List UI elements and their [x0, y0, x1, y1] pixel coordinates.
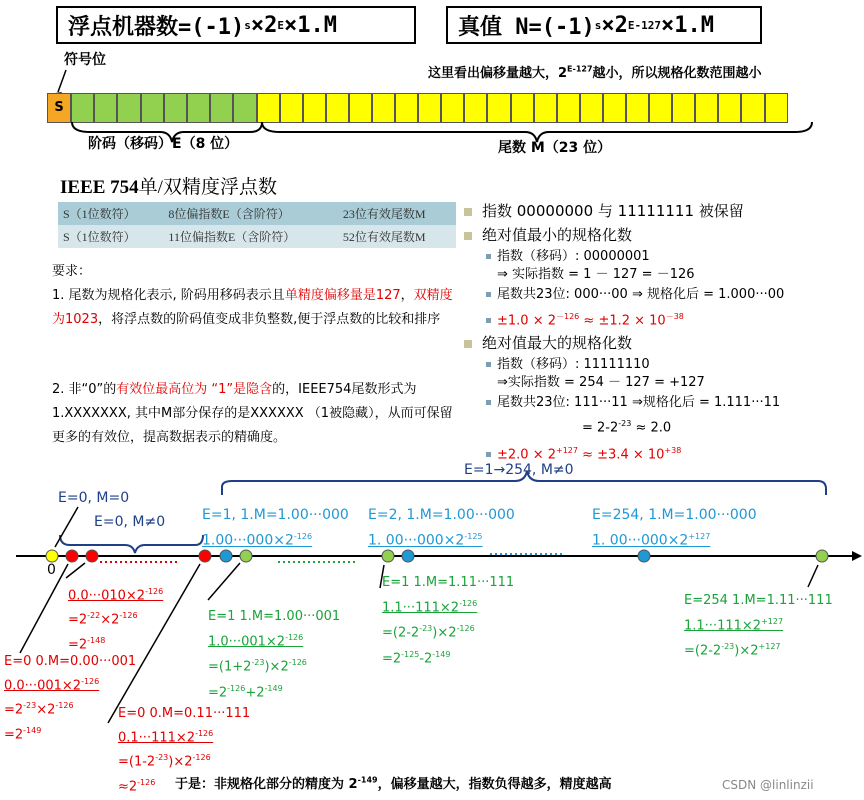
blue-point [638, 550, 650, 562]
mantissa-cells [257, 93, 788, 123]
bullet-icon [486, 254, 491, 259]
list-item [464, 332, 854, 356]
red-line [118, 724, 250, 748]
blue-line: E=254, 1.M=1.00···000 [592, 507, 757, 523]
table-cell: 11位偏指数E（含阶符） [168, 230, 296, 244]
mantissa-bit-cell [464, 93, 487, 123]
green-text: )×2 [264, 659, 289, 675]
top-brace-label: E=1→254, M≠0 [464, 462, 574, 478]
sign-bit-label: 符号位 [64, 52, 106, 68]
red-line [4, 721, 136, 745]
red-sup: -126 [195, 729, 214, 738]
formula-mid: ×2 [601, 12, 628, 38]
list-item [464, 224, 854, 248]
red-text: =2 [4, 702, 24, 718]
mantissa-bit-cell [441, 93, 464, 123]
list-item [582, 414, 854, 438]
mantissa-bit-cell [534, 93, 557, 123]
mantissa-bit-cell [672, 93, 695, 123]
formula-sup: E [277, 18, 284, 32]
red-line [68, 606, 163, 630]
mantissa-label: 尾数 M（23 位） [498, 140, 612, 156]
exponent-bit-cell [164, 93, 187, 123]
zero-point [46, 550, 58, 562]
green-text: )×2 [432, 625, 457, 641]
bullet-icon [464, 232, 472, 240]
green-text: )×2 [734, 643, 759, 659]
top-note-sup: E-127 [567, 64, 593, 74]
red-point [86, 550, 98, 562]
mantissa-bit-cell [418, 93, 441, 123]
red-line: E=0 0.M=0.00···001 [4, 654, 137, 669]
red-sup: -126 [145, 587, 164, 596]
red-sup: -23 [155, 753, 169, 763]
max-exp: 指数（移码）: 11111110 [497, 357, 650, 373]
red-sup: -126 [81, 677, 100, 686]
mantissa-bit-cell [557, 93, 580, 123]
blue-label-e1 [202, 504, 349, 552]
green-sup: -23 [721, 642, 735, 652]
blue-label-e2 [368, 504, 515, 552]
blue-line: E=1, 1.M=1.00···000 [202, 507, 349, 523]
green-text: 1.1···111×2 [684, 618, 762, 634]
sign-bit-cell: S [47, 93, 71, 123]
green-point [240, 550, 252, 562]
green-point [816, 550, 828, 562]
green-label-1 [208, 606, 340, 703]
red-line [68, 582, 163, 606]
bit-field [47, 93, 788, 123]
green-text: =(2-2 [382, 625, 420, 641]
req-text: ，将浮点数的阶码值变成非负整数,便于浮点数的比较和排序 [98, 312, 441, 327]
blue-line [202, 526, 349, 552]
top-note-text: 越小，所以规格化数范围越小 [592, 66, 762, 81]
blue-label-e254 [592, 504, 757, 552]
green-sup: -126 [227, 683, 246, 693]
list-item [464, 200, 854, 224]
green-line [208, 627, 340, 652]
red-sup: -149 [23, 725, 42, 735]
list-item: ⇒ 实际指数 = 1 － 127 = －126 [497, 267, 695, 282]
red-text: =2 [4, 726, 24, 742]
mantissa-bit-cell [487, 93, 510, 123]
green-sup: -126 [288, 658, 307, 668]
range-text: ±1.0 × 2 [497, 313, 556, 329]
green-line: E=1 1.M=1.11···111 [382, 575, 515, 590]
zero-label-e0m0: E=0, M=0 [58, 490, 130, 506]
blue-sup: -126 [293, 532, 313, 541]
green-label-254 [684, 590, 833, 662]
table-row [58, 225, 456, 248]
red-line: E=0 0.M=0.11···111 [118, 706, 251, 721]
watermark: CSDN @linlinzii [722, 778, 814, 792]
axis-arrow-icon [852, 551, 862, 561]
green-sup: -126 [285, 633, 304, 642]
red-text: 0.0···010×2 [68, 588, 146, 604]
red-point [199, 550, 211, 562]
min-mant: 尾数共23位: 000···00 ⇒ 规格化后 = 1.000···00 [497, 287, 785, 302]
blue-point [402, 550, 414, 562]
red-sup: -126 [119, 611, 138, 621]
blue-text: 1. 00···000×2 [592, 532, 689, 549]
range-sup: +127 [556, 445, 578, 455]
formula-sup: s [244, 18, 251, 32]
list-item [486, 284, 854, 306]
red-sup: -22 [87, 611, 101, 621]
red-text: 0.1···111×2 [118, 730, 196, 746]
green-text: =2 [382, 650, 402, 666]
green-line [208, 652, 340, 677]
bullet-icon [486, 318, 491, 323]
bullet-icon [464, 208, 472, 216]
subnormal-label: E=0, M≠0 [94, 514, 166, 530]
formula-true-prefix: 真值 N=(-1) [458, 14, 595, 40]
formula-mid: ×2 [250, 12, 278, 38]
table-cell: 23位有效尾数M [342, 207, 426, 221]
exponent-bit-cell [233, 93, 256, 123]
bullet-icon [486, 362, 491, 367]
mantissa-bit-cell [511, 93, 534, 123]
requirement-2 [52, 378, 454, 450]
green-sup: -126 [456, 624, 475, 634]
bullet-icon [486, 292, 491, 297]
max-mant2: = 2-2 [582, 420, 619, 436]
req-text: 2. 非“0”的 [52, 382, 117, 397]
formula-suffix: ×1.M [660, 12, 714, 38]
blue-sup: -125 [464, 532, 483, 541]
green-sup: -126 [459, 599, 478, 608]
requirements-title: 要求： [52, 264, 92, 279]
conclusion-sup: -149 [357, 775, 378, 785]
table-cell: S（1位数符） [63, 207, 136, 221]
red-line [4, 672, 136, 696]
blue-text: 1.00···000×2 [202, 532, 294, 549]
blue-line: E=2, 1.M=1.00···000 [368, 507, 515, 523]
mantissa-bit-cell [649, 93, 672, 123]
req-highlight: 双精度为1023 [52, 288, 453, 327]
green-line [382, 593, 514, 618]
green-line: E=254 1.M=1.11···111 [684, 593, 833, 608]
max-mant: 尾数共23位: 111···11 ⇒规格化后 = 1.111···11 [497, 395, 781, 411]
bottom-conclusion [175, 773, 612, 792]
mantissa-bit-cell [257, 93, 280, 123]
green-point [382, 550, 394, 562]
red-point [66, 550, 78, 562]
formula-machine-prefix: 浮点机器数=(-1) [68, 14, 245, 40]
green-text: =(2-2 [684, 643, 722, 659]
bullet-icon [464, 340, 472, 348]
top-note-text: 这里看出偏移量越大，2 [428, 66, 568, 81]
table-cell: S（1位数符） [63, 230, 136, 244]
exponent-bit-cell [187, 93, 210, 123]
formula-suffix: ×1.M [283, 12, 337, 38]
ieee-title-bold: IEEE 754 [60, 177, 139, 198]
mantissa-bit-cell [580, 93, 603, 123]
mantissa-bit-cell [372, 93, 395, 123]
red-line [118, 748, 250, 772]
red-text: ×2 [100, 612, 120, 628]
req-highlight: 单精度偏移量是127 [284, 288, 401, 303]
list-item [486, 306, 854, 332]
red-line [4, 696, 136, 720]
green-line [382, 644, 514, 669]
red-text: ×2 [36, 702, 56, 718]
range-text: ±2.0 × 2 [497, 446, 556, 462]
exponent-bit-cell [210, 93, 233, 123]
formula-sup: E-127 [627, 18, 661, 32]
max-mant2-sup: -23 [618, 419, 632, 429]
green-text: 1.1···111×2 [382, 600, 460, 616]
mantissa-bit-cell [718, 93, 741, 123]
range-sup: －38 [665, 312, 684, 321]
exponent-cells [71, 93, 257, 123]
range-sup: +38 [664, 445, 682, 455]
ieee-format-table [58, 202, 456, 248]
red-sup: -126 [192, 753, 211, 763]
red-sup: -148 [87, 635, 106, 645]
green-label-2 [382, 572, 514, 669]
green-line [684, 611, 833, 636]
green-line [684, 636, 833, 661]
mantissa-bit-cell [395, 93, 418, 123]
red-label-a [68, 582, 163, 655]
table-cell: 8位偏指数E（含阶符） [168, 207, 290, 221]
green-sup: -125 [401, 649, 420, 659]
mantissa-bit-cell [303, 93, 326, 123]
red-sup: -126 [55, 701, 74, 711]
mantissa-bit-cell [765, 93, 788, 123]
range-text: ≈ ±3.4 × 10 [577, 446, 665, 462]
mantissa-bit-cell [695, 93, 718, 123]
red-label-b [4, 652, 136, 745]
ieee-title-rest: 单/双精度浮点数 [138, 177, 277, 198]
subnormal-brace [60, 535, 203, 553]
max-title: 绝对值最大的规格化数 [482, 334, 633, 353]
green-line [208, 678, 340, 703]
mantissa-bit-cell [280, 93, 303, 123]
mantissa-bit-cell [603, 93, 626, 123]
list-item [486, 356, 854, 374]
zero-tick-label: 0 [47, 562, 56, 578]
requirement-1 [52, 284, 454, 332]
green-sup: -23 [419, 624, 433, 634]
normalized-range-list [464, 200, 854, 467]
list-item: ⇒实际指数 = 254 － 127 = +127 [497, 375, 705, 391]
conclusion-text: 于是：非规格化部分的精度为 2 [175, 777, 358, 792]
range-text: ≈ ±1.2 × 10 [579, 313, 666, 329]
green-sup: -149 [432, 649, 451, 659]
green-line [382, 618, 514, 643]
blue-sup: +127 [688, 532, 711, 541]
blue-text: 1. 00···000×2 [368, 532, 465, 549]
min-title: 绝对值最小的规格化数 [482, 226, 633, 244]
red-sup: -23 [23, 701, 37, 711]
ieee-title [60, 172, 277, 199]
red-text: =2 [68, 636, 88, 652]
exponent-bit-cell [94, 93, 117, 123]
req-highlight: 有效位最高位为 “1”是隐含 [116, 382, 273, 397]
red-text: )×2 [168, 754, 193, 770]
req-text: 1. 尾数为规格化表示, 阶码用移码表示且 [52, 288, 285, 303]
red-sup: -126 [137, 777, 156, 787]
red-text: 0.0···001×2 [4, 678, 82, 694]
table-cell: 52位有效尾数M [342, 230, 426, 244]
blue-point [220, 550, 232, 562]
mantissa-bit-cell [626, 93, 649, 123]
green-line: E=1 1.M=1.00···001 [208, 609, 341, 624]
exponent-label: 阶码（移码）E（8 位） [88, 136, 239, 152]
list-item [486, 392, 854, 414]
reserved-text: 指数 00000000 与 11111111 被保留 [482, 202, 744, 220]
green-sup: -23 [251, 658, 265, 668]
formula-sup: s [594, 18, 602, 32]
green-text: -2 [419, 650, 433, 666]
exponent-bit-cell [71, 93, 94, 123]
green-sup: +127 [758, 642, 781, 652]
max-mant2: ≈ 2.0 [631, 420, 672, 436]
range-sup: －126 [556, 312, 580, 321]
table-row [58, 202, 456, 225]
bullet-icon [486, 400, 491, 405]
green-text: =(1+2 [208, 659, 252, 675]
mantissa-bit-cell [326, 93, 349, 123]
req-text: ， [400, 288, 414, 303]
req-text: 的，IEEE754尾数形式为1.XXXXXXX, 其中M部分保存的是XXXXXX （1被隐藏），从而可保留更多的有效位，提高数据表示的精确度。 [52, 382, 453, 445]
green-sup: +127 [761, 617, 784, 626]
red-text: ≈2 [118, 778, 138, 794]
mantissa-bit-cell [741, 93, 764, 123]
red-text: =2 [68, 612, 88, 628]
blue-line [368, 526, 515, 552]
green-text: =2 [208, 684, 228, 700]
conclusion-text: ，偏移量越大，指数负得越多，精度越高 [377, 777, 612, 792]
exponent-bit-cell [117, 93, 140, 123]
exponent-bit-cell [141, 93, 164, 123]
min-exp: 指数（移码）: 00000001 [497, 249, 650, 264]
red-text: =(1-2 [118, 754, 156, 770]
list-item [486, 248, 854, 266]
green-text: +2 [245, 684, 265, 700]
green-text: 1.0···001×2 [208, 634, 286, 650]
green-sup: -149 [264, 683, 283, 693]
mantissa-bit-cell [349, 93, 372, 123]
blue-line [592, 526, 757, 552]
